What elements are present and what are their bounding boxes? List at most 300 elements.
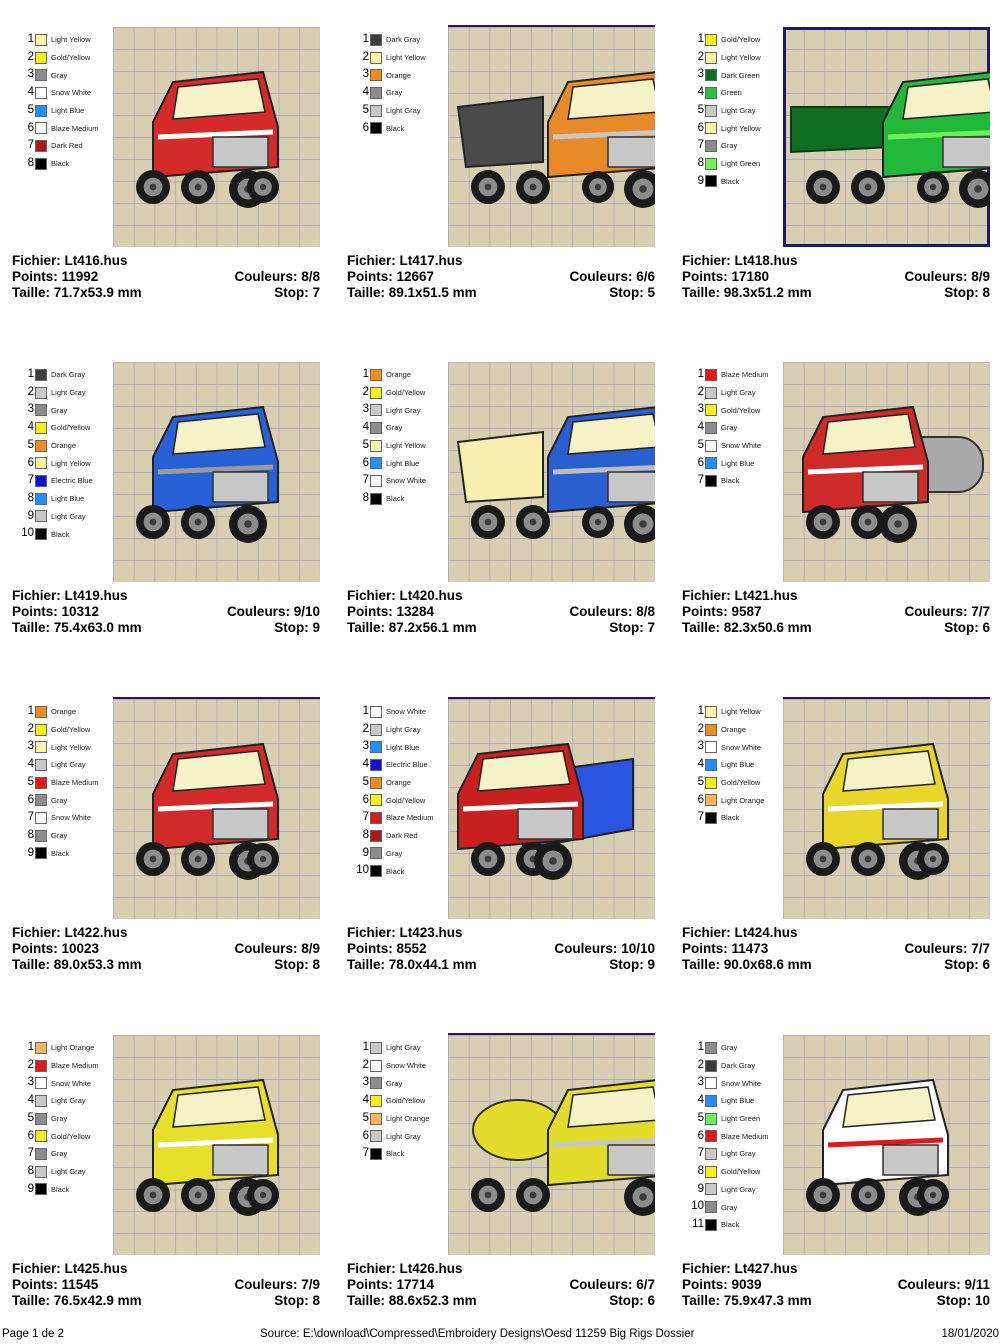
size-label: Taille: — [12, 620, 51, 635]
thread-swatch — [35, 724, 47, 736]
stop-label: Stop: — [944, 285, 979, 300]
thread-swatch — [705, 175, 717, 187]
thread-name: Black — [51, 529, 70, 539]
colors-label: Couleurs: — [897, 1277, 961, 1292]
points-line — [682, 269, 769, 285]
thread-swatch — [705, 777, 717, 789]
thread-swatch — [35, 440, 47, 452]
design-card — [682, 362, 994, 662]
thread-color-row — [12, 66, 112, 84]
thread-name: Light Gray — [51, 760, 86, 770]
thread-number: 1 — [362, 705, 369, 718]
thread-color-row — [347, 721, 447, 739]
thread-swatch — [370, 105, 382, 117]
size-line — [682, 620, 812, 636]
thread-number: 7 — [362, 1147, 369, 1160]
colors-value: 7/7 — [971, 604, 990, 619]
thread-name: Snow White — [51, 88, 92, 98]
size-line — [12, 620, 142, 636]
design-preview[interactable] — [113, 362, 320, 582]
file-name: Lt420.hus — [399, 588, 463, 603]
source-path: Source: E:\download\Compressed\Embroidery Designs\Oesd 11259 Big Rigs Dossier — [260, 1328, 695, 1340]
thread-name: Light Gray — [386, 725, 421, 735]
stop-line — [944, 285, 990, 301]
stop-value: 9 — [647, 957, 655, 972]
thread-name: Light Green — [721, 1114, 761, 1124]
thread-color-row — [347, 1110, 447, 1128]
size-line — [682, 957, 812, 973]
size-label: Taille: — [682, 1293, 721, 1308]
thread-swatch — [370, 777, 382, 789]
file-name: Lt427.hus — [734, 1261, 798, 1276]
thread-name: Gray — [51, 70, 68, 80]
thread-color-row — [12, 525, 112, 543]
thread-color-row — [12, 384, 112, 402]
thread-number: 8 — [697, 1164, 704, 1177]
colors-line — [227, 604, 320, 620]
design-preview[interactable] — [448, 25, 655, 247]
thread-number: 9 — [362, 846, 369, 859]
stop-label: Stop: — [274, 1293, 309, 1308]
colors-value: 9/10 — [293, 604, 320, 619]
design-preview[interactable] — [783, 362, 990, 582]
design-preview[interactable] — [783, 697, 990, 919]
thread-number: 1 — [27, 1041, 34, 1054]
colors-value: 6/6 — [636, 269, 655, 284]
size-value: 75.9x47.3 mm — [723, 1293, 812, 1308]
thread-number: 4 — [362, 421, 369, 434]
design-preview[interactable] — [783, 27, 990, 247]
thread-number: 6 — [362, 456, 369, 469]
size-label: Taille: — [347, 1293, 386, 1308]
thread-color-row — [12, 401, 112, 419]
size-value: 78.0x44.1 mm — [388, 957, 477, 972]
thread-number: 5 — [362, 1111, 369, 1124]
thread-name: Dark Gray — [721, 1061, 756, 1071]
colors-line — [234, 1277, 320, 1293]
thread-name: Orange — [386, 70, 412, 80]
colors-line — [898, 1277, 990, 1293]
thread-name: Orange — [386, 778, 412, 788]
thread-name: Gray — [721, 1202, 738, 1212]
thread-name: Electric Blue — [51, 476, 93, 486]
thread-number: 10 — [21, 527, 34, 540]
file-label: Fichier: — [347, 1261, 396, 1276]
points-label: Points: — [12, 1277, 58, 1292]
thread-color-row — [12, 84, 112, 102]
thread-color-list — [12, 366, 112, 543]
thread-swatch — [370, 741, 382, 753]
thread-number: 5 — [697, 775, 704, 788]
thread-number: 7 — [27, 811, 34, 824]
size-label: Taille: — [12, 957, 51, 972]
thread-number: 5 — [27, 775, 34, 788]
thread-color-row — [682, 1163, 782, 1181]
file-line — [682, 253, 798, 269]
size-label: Taille: — [347, 957, 386, 972]
points-line — [347, 1277, 434, 1293]
size-value: 89.1x51.5 mm — [388, 285, 477, 300]
thread-name: Light Gray — [721, 106, 756, 116]
stop-line — [274, 285, 320, 301]
file-label: Fichier: — [12, 1261, 61, 1276]
thread-color-row — [12, 119, 112, 137]
thread-swatch — [705, 741, 717, 753]
thread-number: 3 — [362, 740, 369, 753]
design-card — [682, 27, 994, 327]
thread-swatch — [705, 1166, 717, 1178]
thread-swatch — [35, 794, 47, 806]
thread-color-row — [682, 454, 782, 472]
thread-color-row — [682, 1216, 782, 1234]
thread-swatch — [370, 440, 382, 452]
thread-swatch — [705, 140, 717, 152]
thread-color-list — [347, 703, 447, 880]
thread-number: 7 — [362, 811, 369, 824]
thread-number: 4 — [27, 758, 34, 771]
thread-color-row — [347, 738, 447, 756]
thread-number: 4 — [362, 758, 369, 771]
thread-color-row — [12, 756, 112, 774]
thread-name: Dark Gray — [386, 35, 421, 45]
thread-name: Gold/Yellow — [51, 725, 91, 735]
thread-color-row — [682, 66, 782, 84]
stop-value: 9 — [312, 620, 320, 635]
thread-number: 1 — [697, 1041, 704, 1054]
colors-line — [904, 941, 990, 957]
stop-value: 6 — [982, 620, 990, 635]
thread-number: 6 — [362, 1129, 369, 1142]
thread-swatch — [35, 404, 47, 416]
thread-swatch — [705, 475, 717, 487]
file-label: Fichier: — [347, 253, 396, 268]
thread-swatch — [705, 440, 717, 452]
thread-color-row — [347, 401, 447, 419]
thread-color-row — [682, 31, 782, 49]
thread-swatch — [705, 105, 717, 117]
thread-swatch — [705, 794, 717, 806]
thread-number: 6 — [362, 121, 369, 134]
thread-color-row — [682, 49, 782, 67]
thread-name: Light Gray — [51, 388, 86, 398]
size-line — [347, 620, 477, 636]
thread-color-list — [682, 703, 782, 827]
thread-swatch — [705, 1201, 717, 1213]
thread-number: 2 — [362, 1058, 369, 1071]
design-preview[interactable] — [113, 697, 320, 919]
file-line — [347, 588, 463, 604]
thread-color-row — [12, 1110, 112, 1128]
thread-swatch — [705, 69, 717, 81]
thread-number: 1 — [362, 33, 369, 46]
thread-name: Gold/Yellow — [51, 423, 91, 433]
stop-line — [274, 957, 320, 973]
thread-color-row — [347, 756, 447, 774]
points-line — [682, 941, 768, 957]
thread-swatch — [35, 812, 47, 824]
thread-color-row — [347, 454, 447, 472]
thread-name: Snow White — [51, 1078, 92, 1088]
design-preview[interactable] — [113, 1035, 320, 1255]
size-label: Taille: — [347, 285, 386, 300]
thread-number: 7 — [27, 139, 34, 152]
stop-label: Stop: — [274, 285, 309, 300]
file-name: Lt416.hus — [64, 253, 128, 268]
truck-embroidery-image — [448, 1035, 655, 1255]
thread-color-row — [12, 49, 112, 67]
design-preview[interactable] — [783, 1035, 990, 1255]
stop-line — [944, 620, 990, 636]
file-line — [347, 1261, 463, 1277]
points-value: 11473 — [731, 941, 769, 956]
file-line — [347, 925, 463, 941]
size-value: 87.2x56.1 mm — [388, 620, 477, 635]
thread-color-row — [347, 31, 447, 49]
thread-color-row — [347, 472, 447, 490]
thread-color-row — [347, 102, 447, 120]
thread-name: Blaze Medium — [51, 123, 99, 133]
thread-color-list — [682, 366, 782, 490]
thread-color-row — [12, 1092, 112, 1110]
points-label: Points: — [682, 941, 728, 956]
thread-swatch — [705, 1219, 717, 1231]
thread-number: 3 — [27, 403, 34, 416]
points-label: Points: — [347, 1277, 393, 1292]
design-preview[interactable] — [448, 697, 655, 919]
colors-line — [569, 269, 655, 285]
thread-color-row — [682, 384, 782, 402]
thread-number: 2 — [362, 722, 369, 735]
stop-value: 10 — [974, 1293, 990, 1308]
thread-number: 5 — [27, 1111, 34, 1124]
thread-number: 7 — [362, 474, 369, 487]
thread-number: 8 — [27, 156, 34, 169]
stop-label: Stop: — [936, 1293, 972, 1308]
thread-number: 8 — [697, 156, 704, 169]
thread-color-row — [347, 437, 447, 455]
points-label: Points: — [347, 269, 393, 284]
thread-swatch — [370, 369, 382, 381]
thread-swatch — [370, 1077, 382, 1089]
thread-color-row — [682, 401, 782, 419]
thread-number: 2 — [27, 385, 34, 398]
design-card — [347, 362, 659, 662]
size-label: Taille: — [682, 620, 721, 635]
thread-name: Snow White — [721, 742, 762, 752]
thread-number: 3 — [362, 68, 369, 81]
thread-swatch — [35, 87, 47, 99]
thread-number: 2 — [697, 722, 704, 735]
thread-swatch — [35, 387, 47, 399]
thread-color-row — [682, 1145, 782, 1163]
thread-color-row — [347, 66, 447, 84]
thread-color-row — [12, 155, 112, 173]
thread-number: 8 — [27, 828, 34, 841]
thread-swatch — [35, 528, 47, 540]
thread-number: 6 — [697, 1129, 704, 1142]
design-info — [12, 253, 320, 301]
thread-name: Gray — [51, 1149, 68, 1159]
thread-swatch — [705, 1060, 717, 1072]
points-label: Points: — [682, 1277, 728, 1292]
thread-name: Light Blue — [386, 742, 420, 752]
thread-number: 5 — [697, 1111, 704, 1124]
stop-value: 8 — [312, 1293, 320, 1308]
colors-value: 7/7 — [971, 941, 990, 956]
points-value: 17714 — [396, 1277, 435, 1292]
stop-label: Stop: — [609, 620, 644, 635]
thread-color-row — [12, 1127, 112, 1145]
thread-color-row — [12, 419, 112, 437]
thread-number: 6 — [27, 1129, 34, 1142]
thread-swatch — [370, 475, 382, 487]
colors-label: Couleurs: — [569, 269, 633, 284]
file-label: Fichier: — [682, 925, 731, 940]
thread-swatch — [705, 1130, 717, 1142]
thread-name: Dark Red — [51, 141, 83, 151]
thread-number: 2 — [27, 1058, 34, 1071]
thread-number: 2 — [27, 722, 34, 735]
thread-number: 4 — [697, 1094, 704, 1107]
thread-name: Gray — [721, 1043, 738, 1053]
thread-number: 9 — [27, 846, 34, 859]
thread-number: 1 — [27, 33, 34, 46]
thread-color-row — [682, 137, 782, 155]
stop-line — [944, 957, 990, 973]
truck-embroidery-image — [113, 362, 320, 582]
thread-swatch — [370, 404, 382, 416]
file-name: Lt426.hus — [399, 1261, 463, 1276]
thread-color-row — [682, 774, 782, 792]
file-name: Lt422.hus — [64, 925, 128, 940]
thread-number: 7 — [697, 1147, 704, 1160]
thread-swatch — [35, 1077, 47, 1089]
design-card — [12, 1035, 324, 1335]
thread-name: Orange — [51, 441, 77, 451]
thread-swatch — [370, 724, 382, 736]
thread-number: 6 — [697, 121, 704, 134]
thread-name: Gold/Yellow — [386, 388, 426, 398]
thread-swatch — [35, 493, 47, 505]
colors-label: Couleurs: — [226, 604, 290, 619]
print-date: 18/01/2020 — [941, 1328, 999, 1340]
thread-swatch — [705, 87, 717, 99]
stop-line — [609, 1293, 655, 1309]
stop-value: 6 — [647, 1293, 655, 1308]
points-value: 9039 — [731, 1277, 762, 1292]
thread-number: 1 — [362, 1041, 369, 1054]
thread-number: 6 — [697, 456, 704, 469]
size-line — [682, 1293, 812, 1309]
truck-embroidery-image — [113, 699, 320, 919]
file-line — [682, 925, 798, 941]
stop-label: Stop: — [274, 957, 309, 972]
thread-color-row — [12, 827, 112, 845]
design-card — [347, 1035, 659, 1335]
thread-color-row — [347, 366, 447, 384]
thread-number: 1 — [362, 368, 369, 381]
thread-swatch — [35, 369, 47, 381]
stop-line — [274, 620, 320, 636]
colors-label: Couleurs: — [569, 604, 633, 619]
size-line — [12, 285, 142, 301]
colors-value: 8/9 — [301, 941, 320, 956]
design-info — [682, 588, 990, 636]
stop-value: 6 — [982, 957, 990, 972]
file-line — [12, 588, 128, 604]
thread-color-list — [347, 1039, 447, 1163]
points-value: 9587 — [731, 604, 762, 619]
thread-swatch — [370, 34, 382, 46]
thread-swatch — [35, 777, 47, 789]
thread-swatch — [370, 1095, 382, 1107]
points-line — [347, 941, 427, 957]
thread-name: Blaze Medium — [721, 370, 769, 380]
points-value: 17180 — [731, 269, 770, 284]
thread-number: 7 — [27, 474, 34, 487]
thread-name: Gray — [721, 141, 738, 151]
thread-swatch — [370, 387, 382, 399]
thread-swatch — [705, 706, 717, 718]
points-line — [12, 941, 99, 957]
thread-name: Orange — [721, 725, 747, 735]
thread-color-row — [682, 756, 782, 774]
thread-name: Dark Red — [386, 831, 418, 841]
stop-value: 8 — [982, 285, 990, 300]
colors-line — [904, 604, 990, 620]
thread-swatch — [370, 706, 382, 718]
thread-name: Light Orange — [386, 1114, 430, 1124]
thread-color-row — [347, 1039, 447, 1057]
thread-name: Light Gray — [51, 511, 86, 521]
thread-color-row — [682, 1198, 782, 1216]
design-info — [12, 925, 320, 973]
points-label: Points: — [347, 604, 393, 619]
points-label: Points: — [682, 269, 728, 284]
thread-name: Gray — [51, 795, 68, 805]
thread-number: 6 — [27, 456, 34, 469]
design-card — [12, 362, 324, 662]
thread-color-row — [347, 49, 447, 67]
thread-color-row — [347, 845, 447, 863]
points-value: 11992 — [61, 269, 99, 284]
thread-number: 3 — [27, 1076, 34, 1089]
colors-label: Couleurs: — [569, 1277, 633, 1292]
design-info — [682, 253, 990, 301]
thread-name: Gray — [51, 405, 68, 415]
thread-swatch — [370, 122, 382, 134]
design-preview[interactable] — [448, 1033, 655, 1255]
thread-color-row — [12, 454, 112, 472]
design-preview[interactable] — [448, 362, 655, 582]
thread-name: Snow White — [386, 1061, 427, 1071]
thread-name: Gold/Yellow — [721, 1167, 761, 1177]
thread-color-row — [682, 119, 782, 137]
thread-number: 3 — [697, 740, 704, 753]
colors-value: 10/10 — [621, 941, 655, 956]
thread-color-row — [682, 173, 782, 191]
colors-line — [554, 941, 655, 957]
size-value: 90.0x68.6 mm — [723, 957, 812, 972]
thread-color-row — [682, 1110, 782, 1128]
design-preview[interactable] — [113, 27, 320, 247]
thread-swatch — [705, 724, 717, 736]
thread-swatch — [370, 1060, 382, 1072]
thread-number: 1 — [697, 705, 704, 718]
thread-name: Black — [51, 159, 70, 169]
points-label: Points: — [12, 941, 58, 956]
thread-number: 1 — [697, 33, 704, 46]
